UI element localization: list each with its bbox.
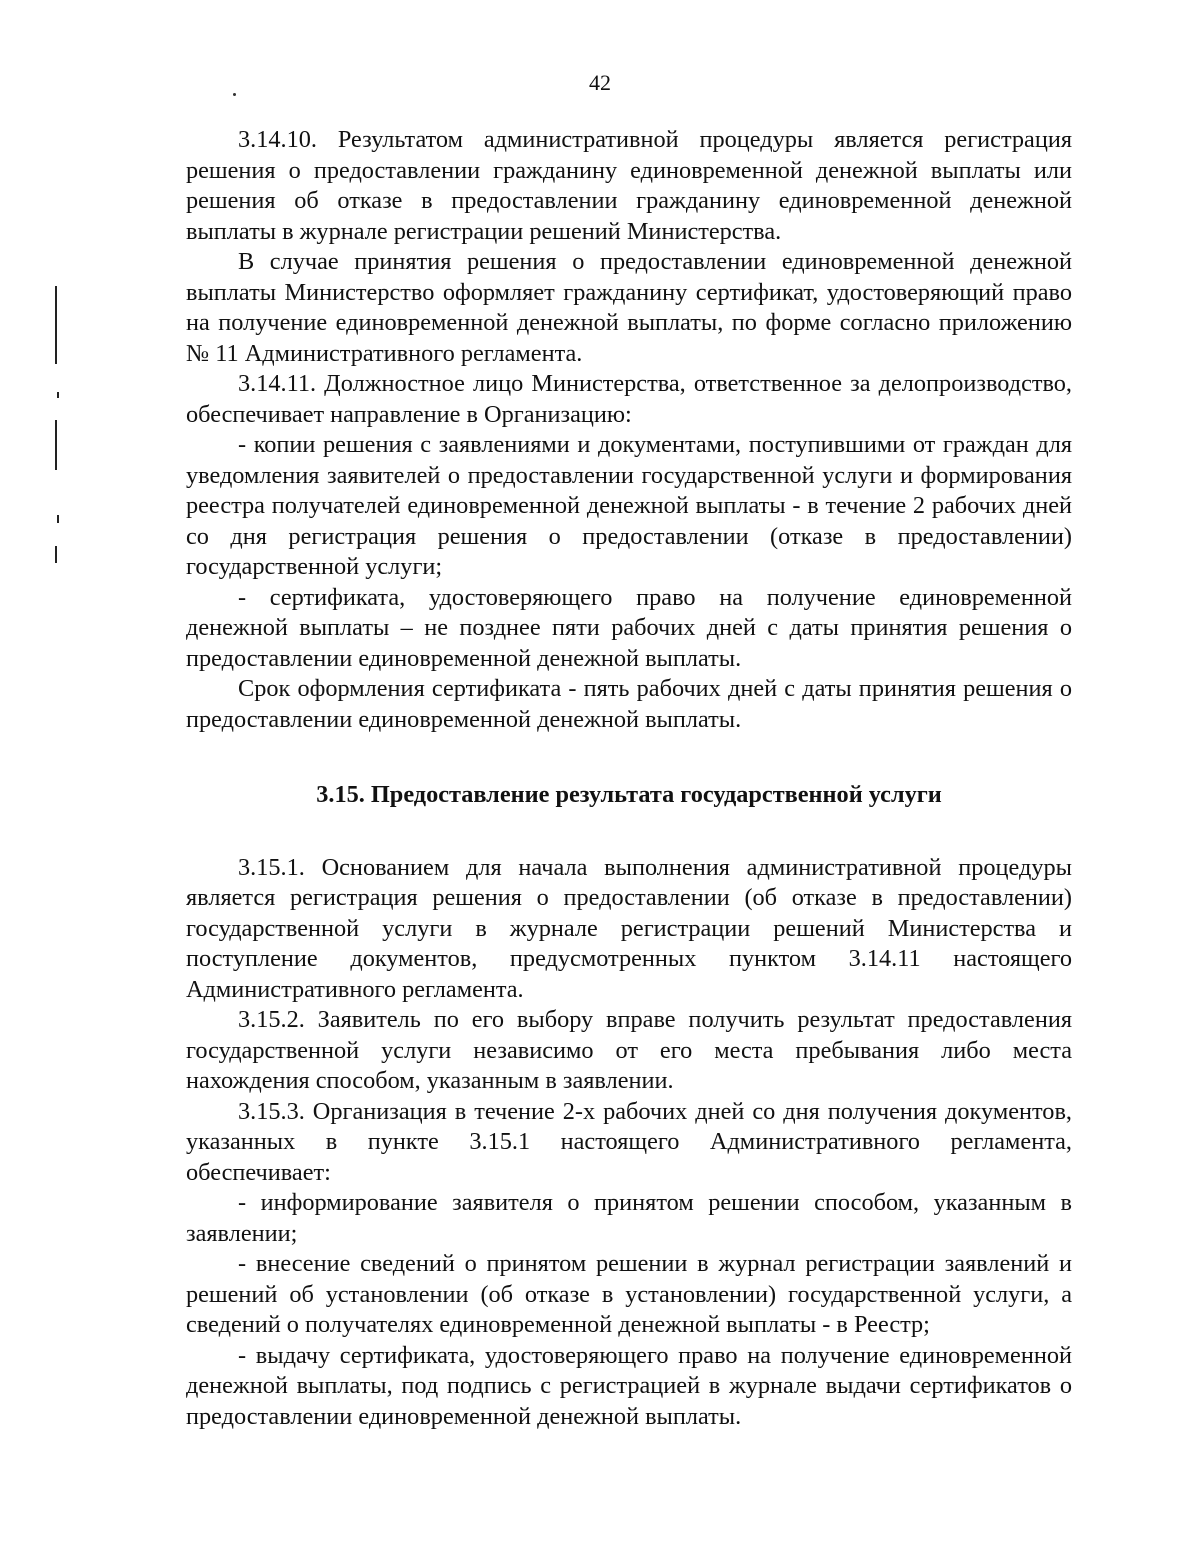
paragraph-3-14-10: 3.14.10. Результатом административной процедуры является регистрация решения о предоставлении гражданину единовременной денежной выплаты или решения об отказе в предоставлении гражданину единовременной денежной выплаты в журнале регистрации решений Министерства. xyxy=(186,126,1072,245)
document-body xyxy=(186,125,1072,1432)
list-item-registry-entry: - внесение сведений о принятом решении в журнал регистрации заявлений и решений об установлении (об отказе в установлении) государственной услуги, а сведений о получателях единовременной денежной выплаты - в Реестр; xyxy=(186,1250,1072,1338)
paragraph-3-15-3: 3.15.3. Организация в течение 2-х рабочих дней со дня получения документов, указанных в пункте 3.15.1 настоящего Административного регламента, обеспечивает: xyxy=(186,1097,1072,1186)
paragraph-3-15-1: 3.15.1. Основанием для начала выполнения административной процедуры является регистрация решения о предоставлении (об отказе в предоставлении) государственной услуги в журнале регистрации решений Министерства и поступление документов, предусмотренных пунктом 3.14.11 настоящего Административного регламента. xyxy=(186,853,1072,1003)
list-item-copy-of-decision: - копии решения с заявлениями и документами, поступившими от граждан для уведомления заявителей о предоставлении государственной услуги и формирования реестра получателей единовременной денежной выплаты - в течение 2 рабочих дней со дня регистрация решения о предоставлении (отказе в предоставлении) государственной услуги; xyxy=(186,431,1072,580)
paragraph-3-15-2: 3.15.2. Заявитель по его выбору вправе получить результат предоставления государственной услуги независимо от его места пребывания либо места нахождения способом, указанным в заявлении. xyxy=(186,1006,1072,1094)
list-item-certificate-handover: - выдачу сертификата, удостоверяющего право на получение единовременной денежной выплаты, под подпись с регистрацией в журнале выдачи сертификатов о предоставлении единовременной денежной выплаты. xyxy=(186,1341,1072,1430)
scan-margin-line xyxy=(57,392,59,398)
section-heading: 3.15. Предоставление результата государственной услуги xyxy=(316,781,942,808)
list-item-informing: - информирование заявителя о принятом решении способом, указанным в заявлении; xyxy=(186,1189,1072,1247)
scan-margin-line xyxy=(55,420,57,470)
paragraph-3-14-11: 3.14.11. Должностное лицо Министерства, ответственное за делопроизводство, обеспечивает направление в Организацию: xyxy=(186,370,1072,428)
scan-margin-line xyxy=(55,546,57,563)
scan-margin-line xyxy=(55,286,57,364)
page-number: 42 xyxy=(589,70,611,95)
paragraph-certificate-issue: В случае принятия решения о предоставлении единовременной денежной выплаты Министерство оформляет гражданину сертификат, удостоверяющий право на получение единовременной денежной выплаты, по форме согласно приложению № 11 Административного регламента. xyxy=(186,248,1072,367)
scan-margin-line xyxy=(57,515,59,523)
paragraph-certificate-deadline: Срок оформления сертификата - пять рабочих дней с даты принятия решения о предоставлении единовременной денежной выплаты. xyxy=(186,675,1072,733)
list-item-certificate: - сертификата, удостоверяющего право на получение единовременной денежной выплаты – не позднее пяти рабочих дней с даты принятия решения о предоставлении единовременной денежной выплаты. xyxy=(186,583,1072,672)
